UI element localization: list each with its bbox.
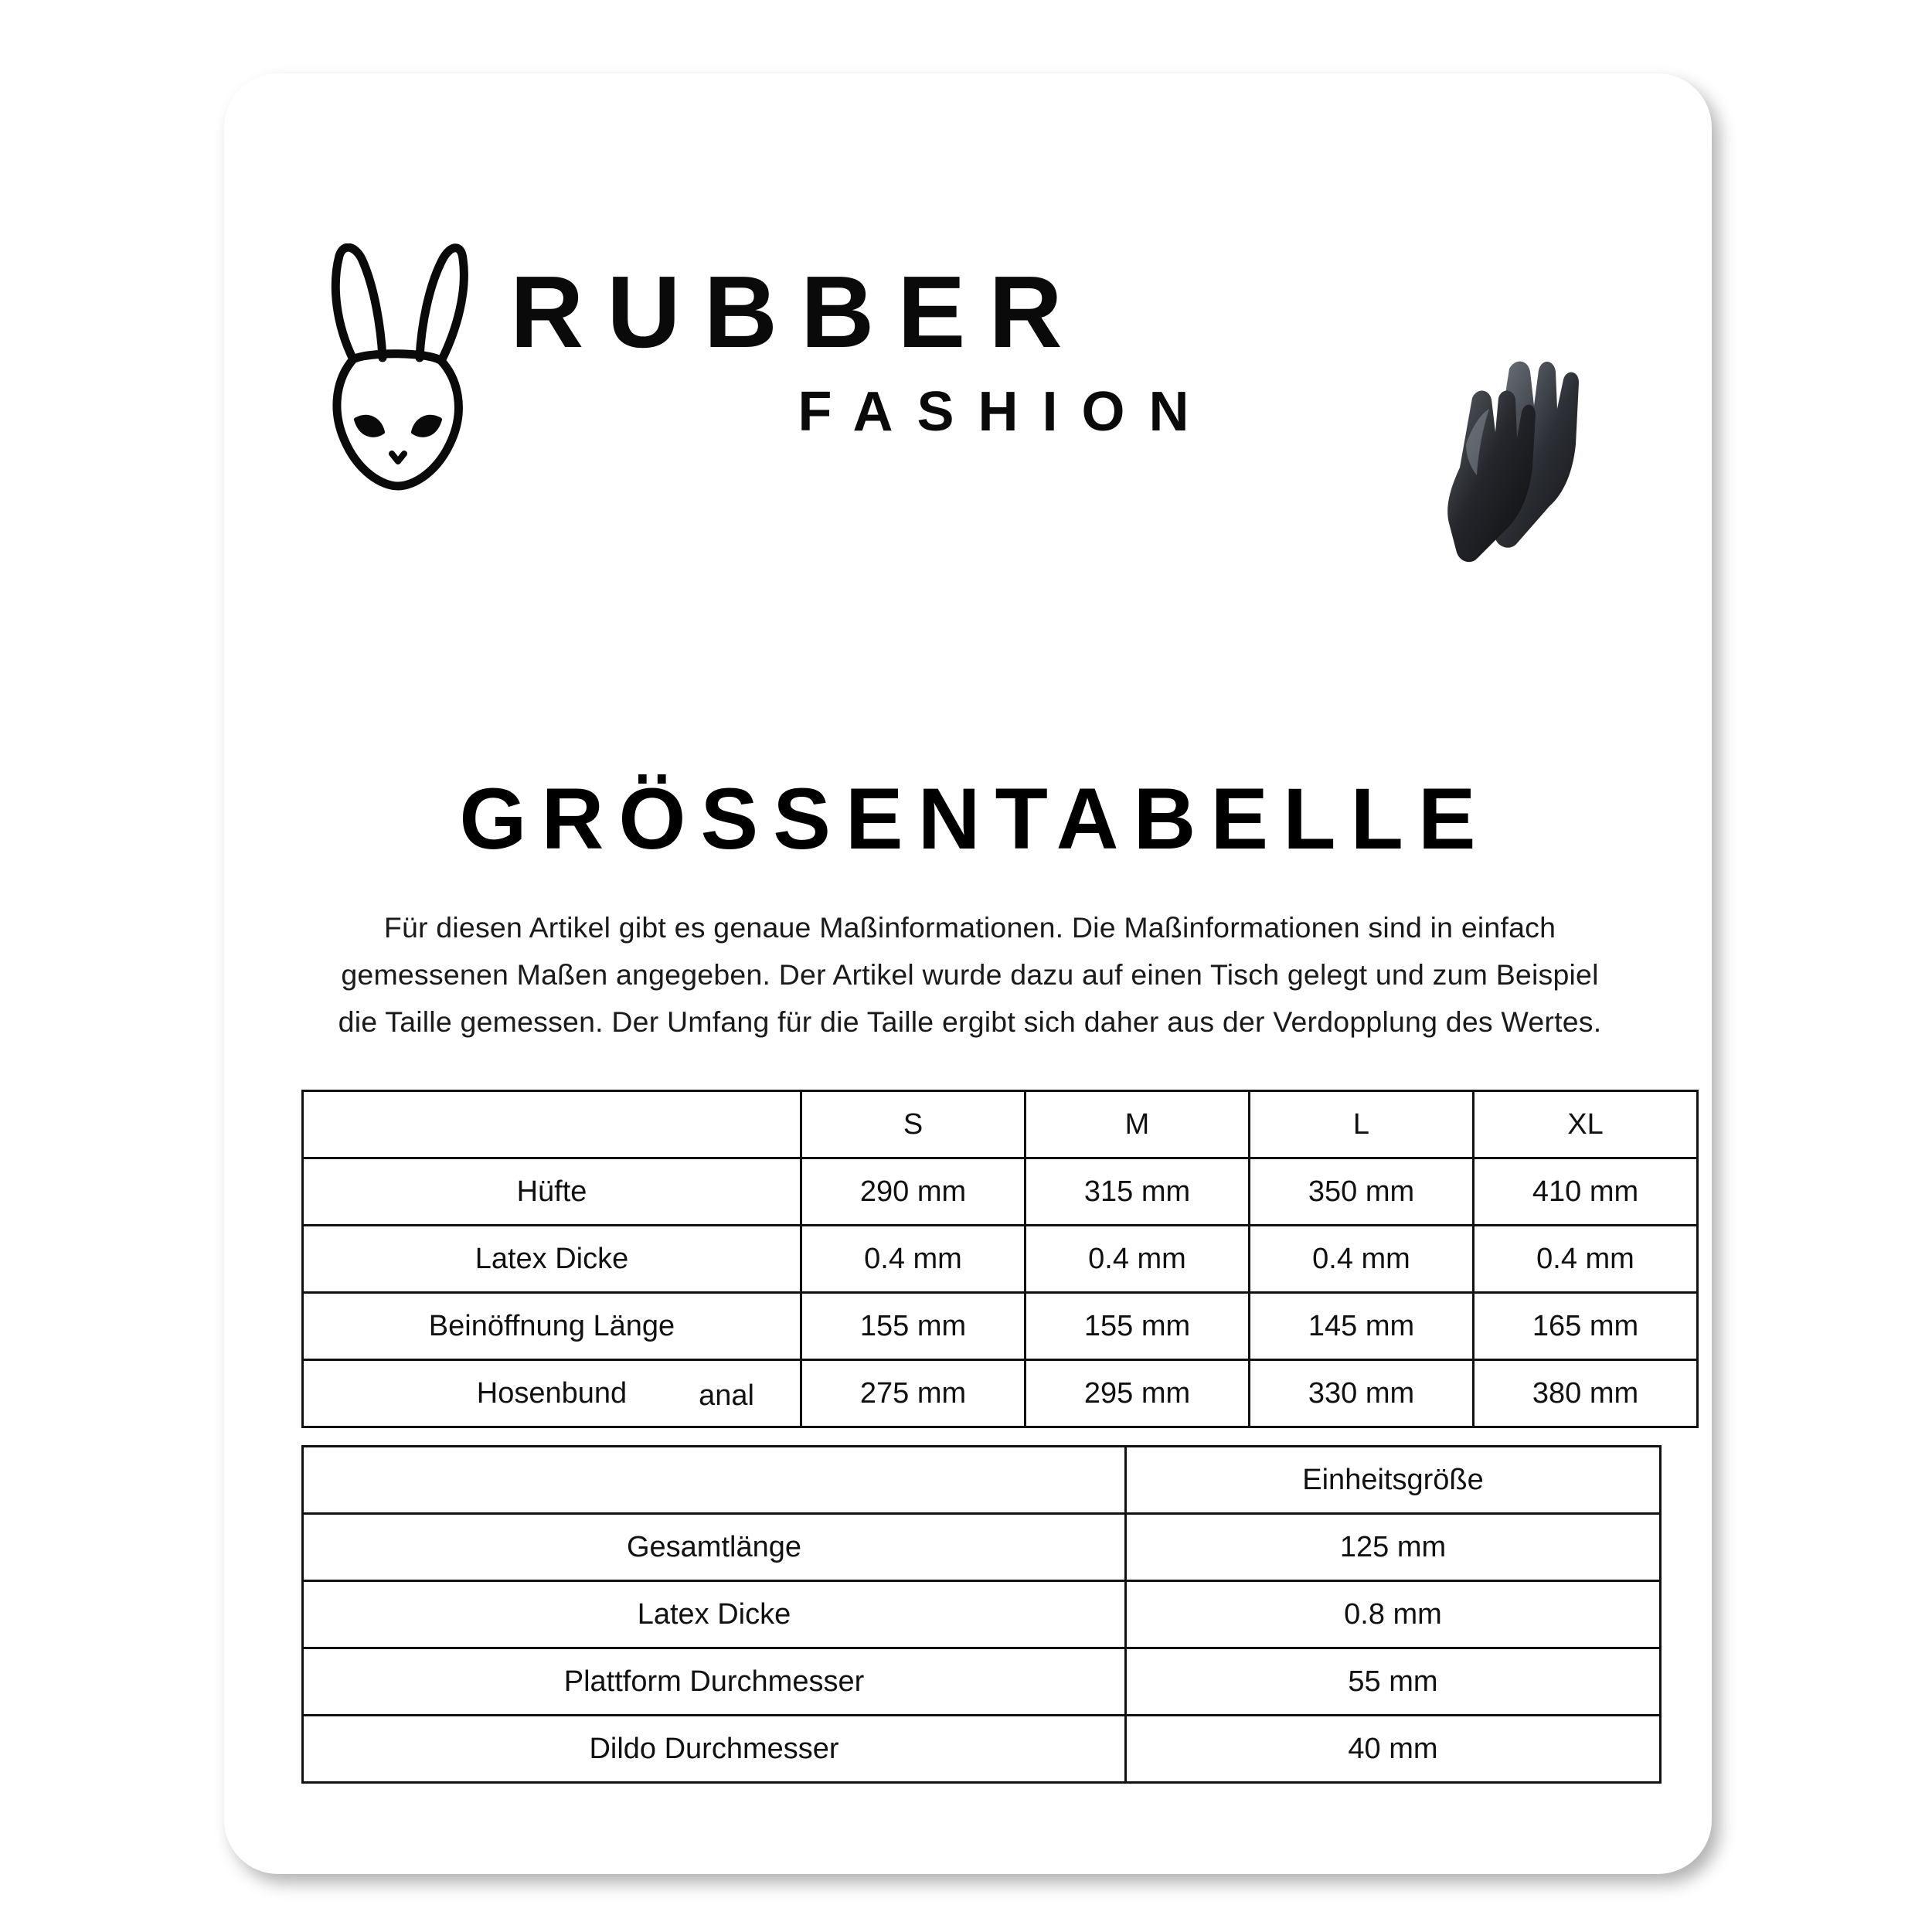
accessory-measurements-table bbox=[301, 1445, 1662, 1784]
header-cell-blank bbox=[303, 1091, 801, 1158]
row-value: 125 mm bbox=[1126, 1514, 1661, 1581]
brand-wordmark bbox=[510, 255, 1468, 444]
intro-paragraph: Für diesen Artikel gibt es genaue Maßinformationen. Die Maßinformationen sind in einfach gemessenen Maßen angegeben. Der Artikel wurde dazu auf einen Tisch gelegt und zum Beispiel die Taille gemessen. Der Umfang für die Taille ergibt sich daher aus der Verdopplung des Wertes. bbox=[338, 911, 1602, 1038]
row-value-l: 330 mm bbox=[1250, 1360, 1474, 1427]
header-cell-xl: XL bbox=[1474, 1091, 1698, 1158]
row-label: Beinöffnung Länge bbox=[303, 1293, 801, 1360]
row-value-l: 0.4 mm bbox=[1250, 1226, 1474, 1293]
row-value-l: 350 mm bbox=[1250, 1158, 1474, 1226]
row-label: Latex Dicke bbox=[303, 1226, 801, 1293]
header-cell-s: S bbox=[801, 1091, 1026, 1158]
table-row bbox=[303, 1581, 1661, 1648]
row-value: 40 mm bbox=[1126, 1716, 1661, 1783]
table-header-row bbox=[303, 1091, 1698, 1158]
row-value: 0.8 mm bbox=[1126, 1581, 1661, 1648]
header-cell-onesize: Einheitsgröße bbox=[1126, 1447, 1661, 1514]
table-row bbox=[303, 1293, 1698, 1360]
size-measurements-table bbox=[301, 1090, 1699, 1428]
table-row bbox=[303, 1158, 1698, 1226]
row-label: Dildo Durchmesser bbox=[303, 1716, 1126, 1783]
brand-name-secondary: FASHION bbox=[798, 380, 1213, 443]
header-cell-l: L bbox=[1250, 1091, 1474, 1158]
row-value-m: 155 mm bbox=[1026, 1293, 1250, 1360]
bunny-mask-icon bbox=[305, 243, 491, 491]
table-header-row bbox=[303, 1447, 1661, 1514]
row-value-xl: 380 mm bbox=[1474, 1360, 1698, 1427]
row-label: Latex Dicke bbox=[303, 1581, 1126, 1648]
table-row bbox=[303, 1226, 1698, 1293]
row-label: Gesamtlänge bbox=[303, 1514, 1126, 1581]
row-value-s: 0.4 mm bbox=[801, 1226, 1026, 1293]
brand-name-primary: RUBBER bbox=[510, 255, 1086, 369]
row-value-xl: 0.4 mm bbox=[1474, 1226, 1698, 1293]
page-title: GRÖSSENTABELLE bbox=[459, 770, 1491, 867]
brand-header bbox=[224, 236, 1712, 491]
row-value: 55 mm bbox=[1126, 1648, 1661, 1716]
table-row bbox=[303, 1514, 1661, 1581]
latex-gloves-photo bbox=[1418, 352, 1596, 564]
row-label: Plattform Durchmesser bbox=[303, 1648, 1126, 1716]
table-row bbox=[303, 1716, 1661, 1783]
row-label: Hosenbund bbox=[303, 1360, 801, 1427]
row-value-m: 315 mm bbox=[1026, 1158, 1250, 1226]
row-value-s: 275 mm bbox=[801, 1360, 1026, 1427]
section-note: anal bbox=[699, 1379, 754, 1412]
row-value-m: 295 mm bbox=[1026, 1360, 1250, 1427]
row-value-l: 145 mm bbox=[1250, 1293, 1474, 1360]
table-row bbox=[303, 1648, 1661, 1716]
row-value-m: 0.4 mm bbox=[1026, 1226, 1250, 1293]
header-cell-m: M bbox=[1026, 1091, 1250, 1158]
size-chart-card bbox=[224, 73, 1712, 1874]
row-value-s: 155 mm bbox=[801, 1293, 1026, 1360]
row-label: Hüfte bbox=[303, 1158, 801, 1226]
header-cell-blank bbox=[303, 1447, 1126, 1514]
row-value-xl: 410 mm bbox=[1474, 1158, 1698, 1226]
row-value-s: 290 mm bbox=[801, 1158, 1026, 1226]
row-value-xl: 165 mm bbox=[1474, 1293, 1698, 1360]
